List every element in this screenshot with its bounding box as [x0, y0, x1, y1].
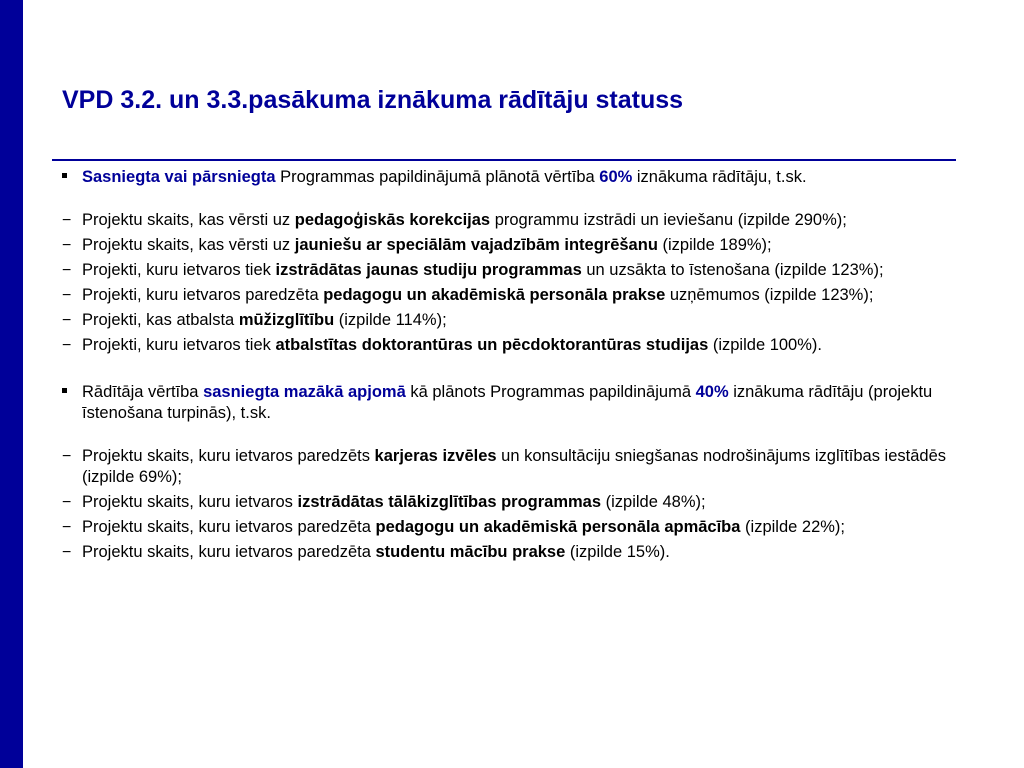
- dash-bullet-icon: −: [62, 237, 72, 254]
- section2-bullet: [62, 382, 987, 424]
- square-bullet-icon: [62, 382, 76, 403]
- item-text: (izpilde 15%).: [565, 543, 670, 561]
- item-text: (izpilde 189%);: [657, 236, 772, 254]
- section2-item-2: [62, 492, 987, 513]
- item-text: Projektu skaits, kas vērsti uz: [82, 236, 295, 254]
- item-text: (izpilde 22%);: [740, 518, 845, 536]
- dash-bullet-icon: −: [62, 312, 72, 329]
- section1-text-1: Programmas papildinājumā plānotā vērtība: [275, 168, 600, 186]
- section1-item-6: [62, 335, 987, 356]
- section2-item-1: [62, 446, 987, 488]
- dash-bullet-icon: −: [62, 337, 72, 354]
- section1-bullet: [62, 167, 987, 188]
- section2-text-0: Rādītāja vērtība: [82, 383, 204, 401]
- section2-highlight: sasniegta mazākā apjomā: [203, 383, 406, 401]
- item-bold-text: atbalstītas doktorantūras un pēcdoktorantūras studijas: [275, 336, 709, 354]
- square-bullet-icon: [62, 167, 76, 188]
- item-text: programmu izstrādi un ieviešanu (izpilde 290%);: [490, 211, 847, 229]
- section2-item-3: [62, 517, 987, 538]
- item-text: Projektu skaits, kas vērsti uz: [82, 211, 295, 229]
- dash-bullet-icon: −: [62, 448, 72, 465]
- item-bold-text: izstrādātas jaunas studiju programmas: [275, 261, 582, 279]
- section2-text-1: kā plānots Programmas papildinājumā: [405, 383, 696, 401]
- dash-bullet-icon: −: [62, 544, 72, 561]
- item-bold-text: karjeras izvēles: [374, 447, 497, 465]
- item-bold-text: studentu mācību prakse: [375, 543, 566, 561]
- item-text: Projektu skaits, kuru ietvaros: [82, 493, 298, 511]
- section1-item-1: [62, 210, 987, 231]
- item-bold-text: mūžizglītību: [238, 311, 335, 329]
- item-text: (izpilde 114%);: [334, 311, 447, 329]
- item-bold-text: pedagogu un akadēmiskā personāla prakse: [323, 286, 666, 304]
- dash-bullet-icon: −: [62, 287, 72, 304]
- section2-text-2: iznākuma rādītāju (projektu īstenošana turpinās), t.sk.: [82, 383, 933, 422]
- item-text: (izpilde 48%);: [601, 493, 706, 511]
- dash-bullet-icon: −: [62, 494, 72, 511]
- item-text: (izpilde 100%).: [708, 336, 822, 354]
- dash-bullet-icon: −: [62, 212, 72, 229]
- section1-highlight: Sasniegta vai pārsniegta: [82, 168, 276, 186]
- item-text: uzņēmumos (izpilde 123%);: [665, 286, 874, 304]
- section1-item-2: [62, 235, 987, 256]
- item-text: Projekti, kuru ietvaros tiek: [82, 261, 276, 279]
- item-text: un konsultāciju sniegšanas nodrošinājums izglītības iestādēs (izpilde 69%);: [82, 447, 947, 486]
- left-accent-bar: [0, 0, 23, 768]
- dash-bullet-icon: −: [62, 519, 72, 536]
- title-underline: [52, 159, 956, 161]
- item-bold-text: pedagoģiskās korekcijas: [294, 211, 491, 229]
- section1-percentage: 60%: [599, 168, 633, 186]
- section2-percentage: 40%: [695, 383, 729, 401]
- section1-text-2: iznākuma rādītāju, t.sk.: [632, 168, 807, 186]
- section2-item-4: [62, 542, 987, 563]
- item-bold-text: izstrādātas tālākizglītības programmas: [297, 493, 602, 511]
- section1-item-4: [62, 285, 987, 306]
- slide-content: [62, 167, 987, 567]
- item-text: Projekti, kas atbalsta: [82, 311, 239, 329]
- item-bold-text: jauniešu ar speciālām vajadzībām integrēšanu: [294, 236, 658, 254]
- item-text: Projekti, kuru ietvaros paredzēta: [82, 286, 324, 304]
- section1-item-3: [62, 260, 987, 281]
- dash-bullet-icon: −: [62, 262, 72, 279]
- item-text: Projektu skaits, kuru ietvaros paredzēts: [82, 447, 375, 465]
- slide-title: VPD 3.2. un 3.3.pasākuma iznākuma rādītāju statuss: [62, 86, 684, 114]
- item-text: un uzsākta to īstenošana (izpilde 123%);: [581, 261, 884, 279]
- section1-item-5: [62, 310, 987, 331]
- item-text: Projektu skaits, kuru ietvaros paredzēta: [82, 543, 376, 561]
- item-bold-text: pedagogu un akadēmiskā personāla apmācība: [375, 518, 741, 536]
- item-text: Projekti, kuru ietvaros tiek: [82, 336, 276, 354]
- item-text: Projektu skaits, kuru ietvaros paredzēta: [82, 518, 376, 536]
